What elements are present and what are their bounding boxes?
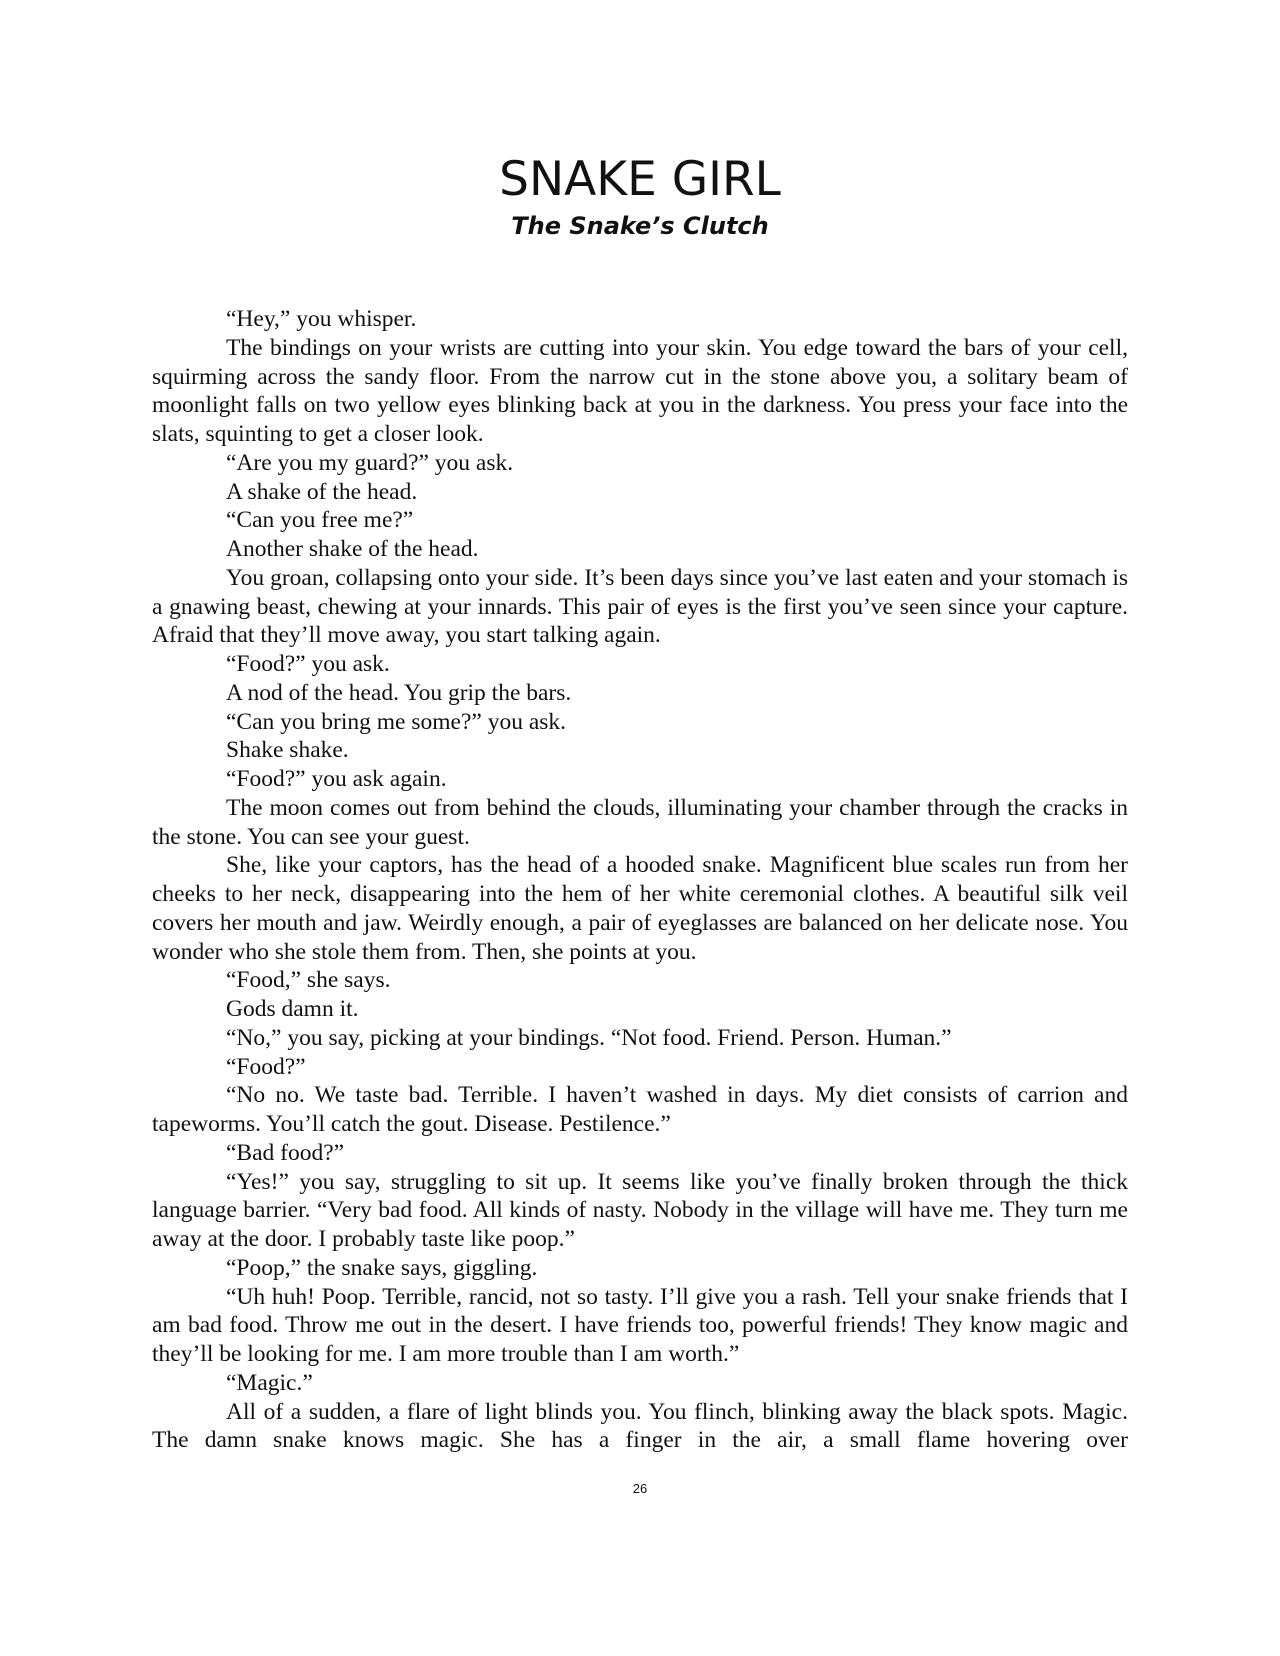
paragraph: “Magic.” <box>226 1369 313 1396</box>
paragraph: Shake shake. <box>226 737 349 764</box>
paragraph: “Poop,” the snake says, giggling. <box>226 1254 538 1281</box>
paragraph: “Bad food?” <box>226 1139 345 1166</box>
paragraph: She, like your captors, has the head of a hooded snake. Magnificent blue scales run from her cheeks to her neck, disappearing into the hem of her white ceremonial clothes. A beautiful silk veil covers her mouth and jaw. Weirdly enough, a pair of eyeglasses are balanced on her delicate nose. You wonder who she stole them from. Then, she points at you. <box>152 852 1128 965</box>
paragraph: “Food,” she says. <box>226 967 391 994</box>
paragraph: The bindings on your wrists are cutting into your skin. You edge toward the bars of your cell, squirming across the sandy floor. From the narrow cut in the stone above you, a solitary beam of moonlight falls on two yellow eyes blinking back at you in the darkness. You press your face into the slats, squinting to get a closer look. <box>152 334 1128 447</box>
paragraph: “Can you bring me some?” you ask. <box>226 708 567 735</box>
story-body <box>152 305 1128 1455</box>
paragraph: “No,” you say, picking at your bindings. “Not food. Friend. Person. Human.” <box>226 1024 952 1051</box>
paragraph: “Food?” you ask again. <box>226 766 447 792</box>
chapter-subtitle: The Snake’s Clutch <box>511 212 769 240</box>
paragraph: “No no. We taste bad. Terrible. I haven’t washed in days. My diet consists of carrion and tapeworms. You’ll catch the gout. Disease. Pestilence.” <box>152 1082 1128 1137</box>
paragraph: The moon comes out from behind the clouds, illuminating your chamber through the cracks in the stone. You can see your guest. <box>152 794 1128 850</box>
paragraph: “Uh huh! Poop. Terrible, rancid, not so tasty. I’ll give you a rash. Tell your snake friends that I am bad food. Throw me out in the desert. I have friends too, powerful friends! They know magic and they’ll be looking for me. I am more trouble than I am worth.” <box>152 1283 1128 1367</box>
paragraph: “Are you my guard?” you ask. <box>226 449 514 476</box>
paragraph: “Can you free me?” <box>226 507 414 534</box>
paragraph: A nod of the head. You grip the bars. <box>226 679 572 706</box>
paragraph: “Yes!” you say, struggling to sit up. It seems like you’ve finally broken through the thick language barrier. “Very bad food. All kinds of nasty. Nobody in the village will have me. They turn me away at the door. I probably taste like poop.” <box>152 1168 1128 1252</box>
chapter-title: SNAKE GIRL <box>499 152 781 207</box>
paragraph: “Hey,” you whisper. <box>226 306 417 332</box>
paragraph: “Food?” <box>226 1053 306 1080</box>
paragraph: You groan, collapsing onto your side. It’s been days since you’ve last eaten and your stomach is a gnawing beast, chewing at your innards. This pair of eyes is the first you’ve seen since your capture. Afraid that they’ll move away, you start talking again. <box>152 564 1128 649</box>
paragraph: A shake of the head. <box>226 478 418 505</box>
paragraph: All of a sudden, a flare of light blinds you. You flinch, blinking away the black spots. Magic. The damn snake knows magic. She has a finger in the air, a small flame hovering over <box>152 1398 1128 1454</box>
paragraph: Gods damn it. <box>226 996 359 1022</box>
page-number: 26 <box>632 1481 648 1496</box>
paragraph: “Food?” you ask. <box>226 651 390 677</box>
paragraph: Another shake of the head. <box>226 536 479 562</box>
